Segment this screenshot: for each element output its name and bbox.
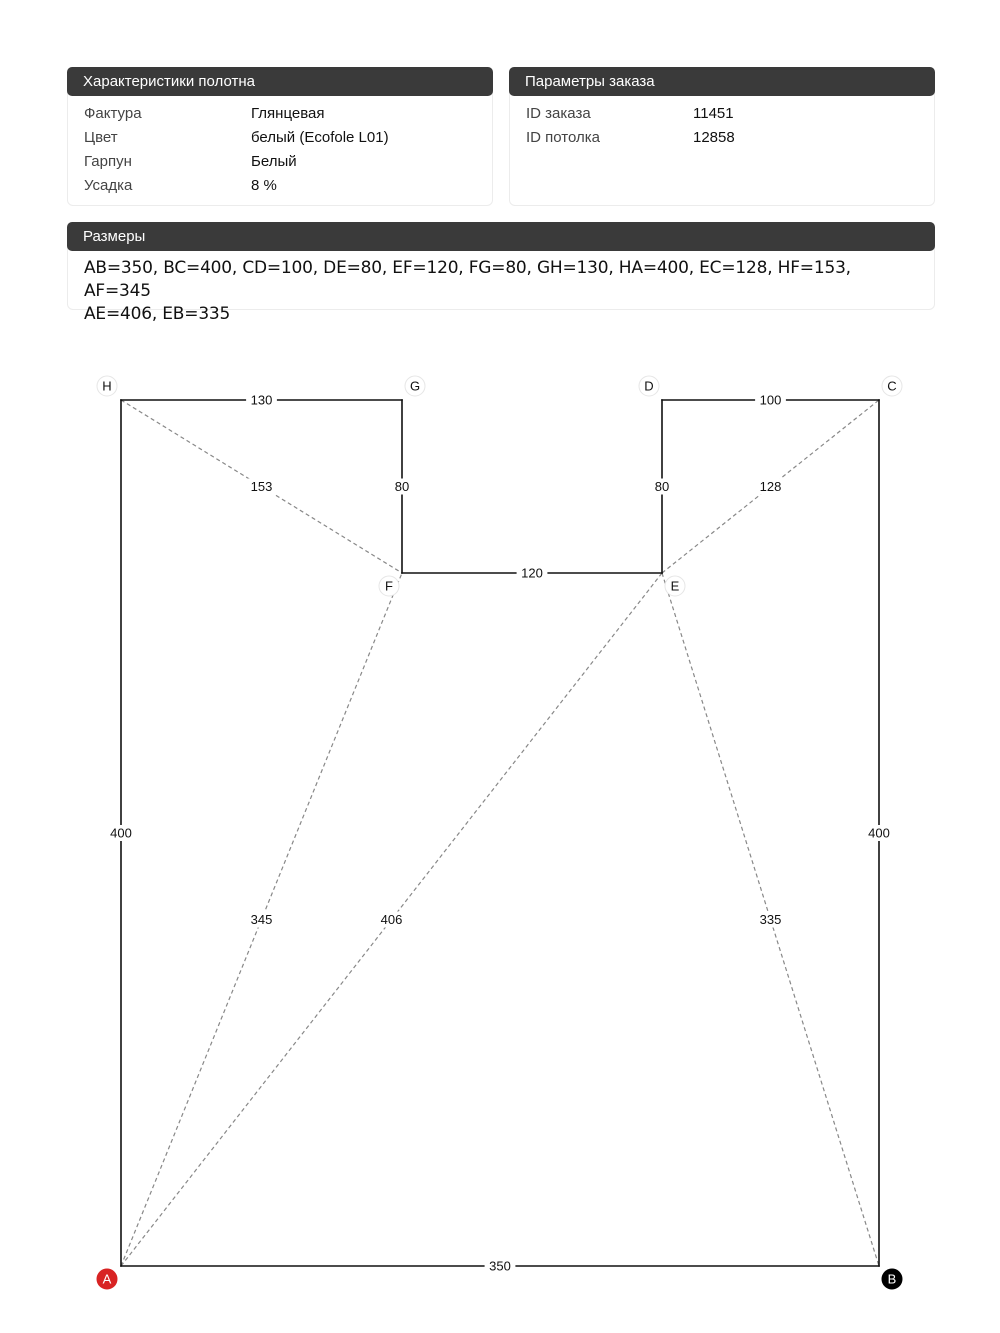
point-B-label: B <box>887 1271 897 1287</box>
diagonal-EC-label: 128 <box>759 479 782 494</box>
point-C-label: C <box>887 378 897 394</box>
side-lines <box>121 400 879 1266</box>
harpoon-label: Гарпун <box>84 153 132 170</box>
harpoon-value: Белый <box>251 153 297 170</box>
side-BC-label: 400 <box>868 825 890 841</box>
shrinkage-value: 8 % <box>251 177 277 194</box>
side-AB-label: 350 <box>489 1258 511 1274</box>
point-D-label: D <box>644 378 654 394</box>
side-GH-label: 130 <box>250 392 273 408</box>
diagonal-HF-label: 153 <box>250 479 273 494</box>
texture-value: Глянцевая <box>251 105 325 122</box>
order-params-title: Параметры заказа <box>509 67 935 96</box>
point-E-label: E <box>670 578 680 594</box>
order-id-value: 11451 <box>693 105 734 122</box>
diagonal-AE-label: 406 <box>380 912 403 927</box>
shrinkage-label: Усадка <box>84 177 133 194</box>
point-F-label: F <box>385 578 393 594</box>
side-FG-label: 80 <box>394 479 410 494</box>
sizes-line-1: AB=350, BC=400, CD=100, DE=80, EF=120, FG=80, GH=130, HA=400, EC=128, HF=153, AF=345 <box>84 258 851 301</box>
color-label: Цвет <box>84 129 118 146</box>
color-value: белый (Ecofole L01) <box>251 129 389 146</box>
diagonal-EB-label: 335 <box>759 912 782 927</box>
texture-label: Фактура <box>84 105 142 122</box>
diagonal-lines <box>121 400 879 1266</box>
sizes-title: Размеры <box>67 222 935 251</box>
point-A-label: A <box>102 1271 112 1287</box>
canvas-properties-title: Характеристики полотна <box>67 67 493 96</box>
side-HA-label: 400 <box>110 825 132 841</box>
segment-labels <box>106 392 895 1274</box>
point-G-label: G <box>409 378 421 394</box>
diagonal-AF-label: 345 <box>250 912 273 927</box>
point-H-label: H <box>102 378 112 394</box>
ceiling-id-value: 12858 <box>693 129 735 146</box>
side-DE-label: 80 <box>654 479 670 494</box>
order-id-label: ID заказа <box>526 105 591 122</box>
sizes-line-2: AE=406, EB=335 <box>84 304 231 324</box>
point-markers <box>97 376 902 1289</box>
ceiling-id-label: ID потолка <box>526 129 601 146</box>
side-CD-label: 100 <box>759 392 782 408</box>
side-EF-label: 120 <box>521 565 543 581</box>
